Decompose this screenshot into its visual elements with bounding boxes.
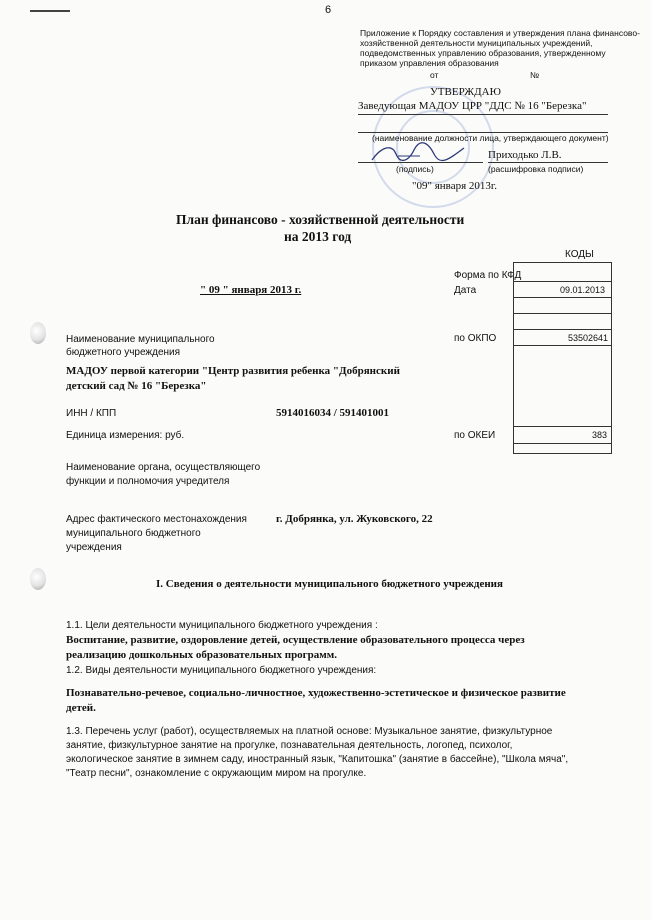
address-label-1: Адрес фактического местонахождения: [66, 514, 247, 525]
founder-label-2: функции и полномочия учредителя: [66, 476, 230, 487]
goals-text-2: реализацию дошкольных образовательных программ.: [66, 649, 338, 661]
codes-row-line-4: [513, 329, 611, 330]
document-title-line-2: на 2013 год: [284, 229, 352, 244]
header-note-line-1: Приложение к Порядку составления и утверждения плана финансово-: [360, 28, 640, 38]
decoding-caption: (расшифровка подписи): [488, 164, 584, 174]
inn-label: ИНН / КПП: [66, 408, 117, 419]
institution-label-1: Наименование муниципального: [66, 334, 215, 345]
page-number: 6: [325, 4, 332, 16]
top-left-mark: [30, 10, 70, 12]
services-line-4: "Театр песни", ознакомление с окружающим миром на прогулке.: [66, 768, 367, 779]
signer-name: Приходько Л.В.: [488, 149, 562, 161]
header-note-from: от: [430, 70, 439, 80]
header-note-line-4: приказом управления образования: [360, 58, 499, 68]
institution-label-2: бюджетного учреждения: [66, 347, 181, 358]
codes-row-line-1: [513, 281, 611, 282]
activities-label: 1.2. Виды деятельности муниципального бюджетного учреждения:: [66, 665, 377, 676]
services-line-2: занятие, физкультурное занятие на прогулке, познавательная деятельность, логопед, психолог,: [66, 740, 513, 751]
document-date: [200, 284, 301, 296]
unit-label: Единица измерения: руб.: [66, 430, 185, 441]
form-kfd-label: Форма по КФД: [454, 270, 522, 281]
header-note-number: №: [530, 70, 540, 80]
address-label-3: учреждения: [66, 542, 122, 553]
section-1-heading: I. Сведения о деятельности муниципального бюджетного учреждения: [156, 578, 503, 590]
activities-text-1: Познавательно-речевое, социально-личностное, художественно-эстетическое и физическое развитие: [66, 687, 566, 699]
codes-row-line-5: [513, 345, 611, 346]
document-date-text: " 09 " января 2013 г.: [200, 284, 302, 296]
header-note-line-2: хозяйственной деятельности муниципальных учреждений,: [360, 38, 593, 48]
address-value: г. Добрянка, ул. Жуковского, 22: [276, 513, 433, 525]
codes-header: КОДЫ: [565, 249, 594, 260]
approver-position: Заведующая МАДОУ ЦРР "ДДС № 16 "Березка": [358, 100, 587, 112]
signature-caption: (подпись): [396, 164, 434, 174]
date-value: 09.01.2013: [560, 285, 606, 295]
position-caption: (наименование должности лица, утверждающего документ): [372, 133, 609, 143]
date-label: Дата: [454, 285, 477, 296]
approval-date: "09" января 2013г.: [412, 180, 497, 192]
codes-row-line-2: [513, 297, 611, 298]
punch-hole-lower: [30, 568, 46, 590]
codes-row-line-6: [513, 426, 611, 427]
okei-label: по ОКЕИ: [454, 430, 496, 441]
services-line-1: 1.3. Перечень услуг (работ), осуществляемых на платной основе: Музыкальное занятие, физкультурное: [66, 726, 553, 737]
goals-text-1: Воспитание, развитие, оздоровление детей, осуществление образовательного процесса через: [66, 634, 525, 646]
codes-row-line-7: [513, 443, 611, 444]
services-line-3: экологическое занятие в зимнем саду, иностранный язык, "Капитошка" (занятие в бассейне), "Школа мяча",: [66, 754, 569, 765]
punch-hole-upper: [30, 322, 46, 344]
header-note-line-3: подведомственных управлению образования, утвержденному: [360, 48, 606, 58]
address-label-2: муниципального бюджетного: [66, 528, 201, 539]
document-title-line-1: План финансово - хозяйственной деятельности: [176, 212, 465, 227]
signature-line: [358, 162, 483, 163]
position-underline: [358, 114, 608, 115]
codes-row-line-3: [513, 313, 611, 314]
activities-text-2: детей.: [66, 702, 96, 714]
okpo-value: 53502641: [568, 333, 609, 343]
okei-value: 383: [592, 430, 608, 440]
institution-name-1: МАДОУ первой категории "Центр развития ребенка "Добрянский: [66, 365, 400, 377]
inn-value: 5914016034 / 591401001: [276, 407, 390, 419]
signer-underline: [488, 162, 608, 163]
founder-label-1: Наименование органа, осуществляющего: [66, 462, 261, 473]
institution-name-2: детский сад № 16 "Березка": [66, 380, 207, 392]
goals-label: 1.1. Цели деятельности муниципального бюджетного учреждения :: [66, 620, 378, 631]
okpo-label: по ОКПО: [454, 333, 497, 344]
approve-label: УТВЕРЖДАЮ: [430, 86, 501, 98]
